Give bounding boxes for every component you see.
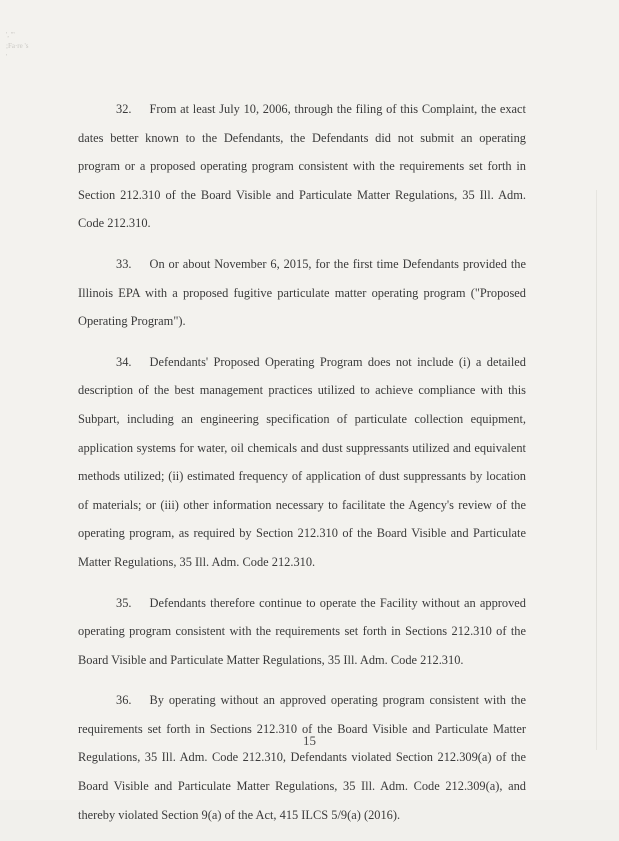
paragraph-number: 32. [116, 102, 132, 116]
paragraph-number: 33. [116, 256, 132, 271]
paragraph-text: Defendants therefore continue to operate the Facility without an approved operating program consistent with the requirements set forth in Sections 212.310 of the Board Visible and Particulate Matter Regulations, 35 Ill. Adm. Code 212.310. [78, 595, 526, 667]
paragraph-35 [78, 589, 526, 675]
paragraph-number: 36. [116, 693, 132, 708]
margin-mark: ;Fa·re 's [6, 42, 29, 50]
margin-mark: ' [6, 53, 8, 61]
paragraph-number: 34. [116, 354, 132, 369]
paragraph-text: By operating without an approved operating program consistent with the requirements set forth in Sections 212.310 of the Board Visible and Particulate Matter Regulations, 35 Ill. Adm. Code 212.310, Defendants violated Section 212.309(a) of the Board Visible and Particulate Matter Regulations, 35 Ill. Adm. Code 212.309(a), and thereby violated Section 9(a) of the Act, 415 ILCS 5/9(a) (2016). [78, 693, 526, 822]
paragraph-32 [78, 95, 526, 238]
page-number: 15 [303, 733, 316, 748]
paragraph-34 [78, 348, 526, 577]
margin-scan-marks [6, 30, 76, 120]
paragraph-33 [78, 250, 526, 336]
margin-mark: ', '" [6, 31, 15, 39]
paragraph-number: 35. [116, 595, 132, 610]
paragraph-text: Defendants' Proposed Operating Program does not include (i) a detailed description of the best management practices utilized to achieve compliance with this Subpart, including an engineering specification of particulate collection equipment, application systems for water, oil chemicals and dust suppressants utilized and equivalent methods utilized; (ii) estimated frequency of application of dust suppressants by location of materials; or (iii) other information necessary to facilitate the Agency's review of the operating program, as required by Section 212.310 of the Board Visible and Particulate Matter Regulations, 35 Ill. Adm. Code 212.310. [78, 354, 526, 569]
scan-edge-line [596, 190, 597, 750]
complaint-body [78, 95, 526, 841]
paragraph-text: On or about November 6, 2015, for the first time Defendants provided the Illinois EPA with a proposed fugitive particulate matter operating program ("Proposed Operating Program"). [78, 256, 526, 329]
paragraph-text: From at least July 10, 2006, through the filing of this Complaint, the exact dates better known to the Defendants, the Defendants did not submit an operating program or a proposed operating program consistent with the requirements set forth in Section 212.310 of the Board Visible and Particulate Matter Regulations, 35 Ill. Adm. Code 212.310. [78, 102, 526, 231]
paragraph-36 [78, 686, 526, 829]
